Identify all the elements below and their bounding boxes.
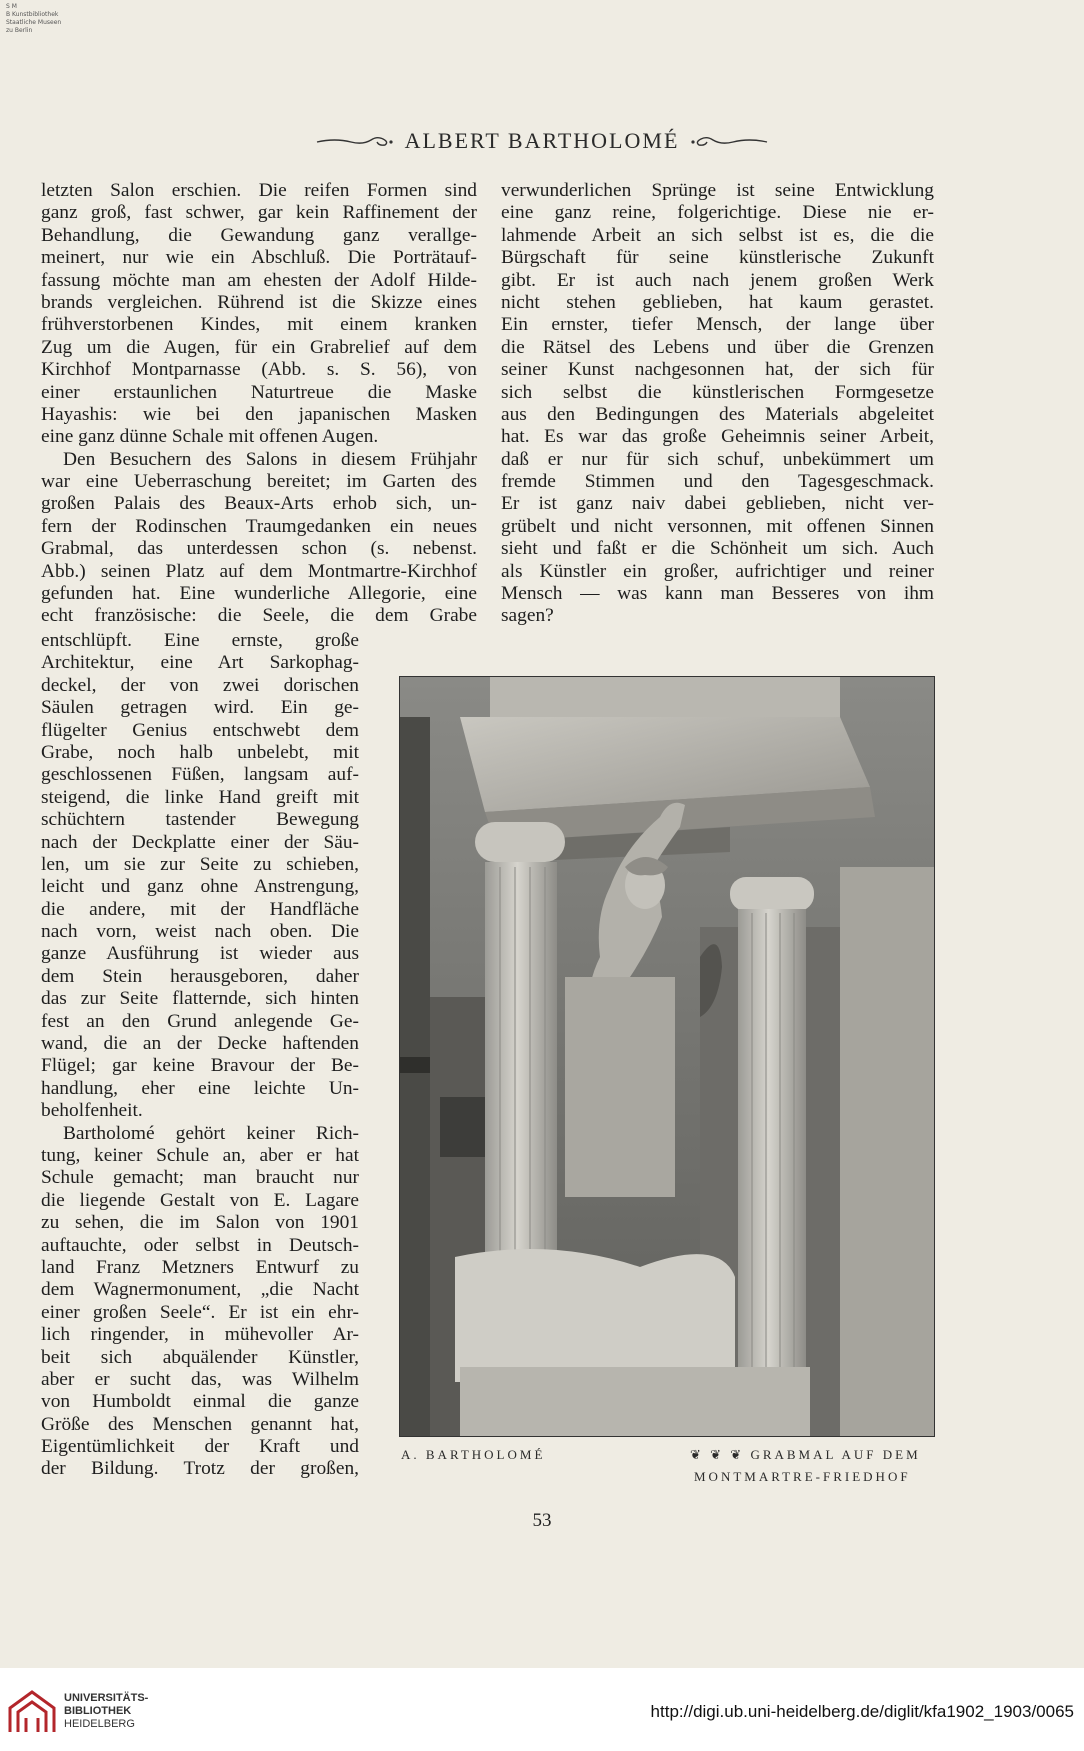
text-line: sich selbst die künstlerischen Formgesetze	[501, 381, 934, 403]
text-line: fremde Stimmen und den Tagesgeschmack.	[501, 471, 934, 493]
text-line: fern der Rodinschen Traumgedanken ein neues	[41, 515, 477, 537]
library-name	[64, 1692, 148, 1731]
text-line: der Bildung. Trotz der großen,	[41, 1458, 359, 1480]
text-line: brands vergleichen. Rührend ist die Skizze eines	[41, 291, 477, 313]
page-number: 53	[532, 1510, 552, 1531]
text-line: geschlossenen Füßen, langsam auf-	[41, 764, 359, 786]
text-line: schüchtern tastender Bewegung	[41, 809, 359, 831]
text-line: Architektur, eine Art Sarkophag-	[41, 652, 359, 674]
text-line: dem Wagnermonument, „die Nacht	[41, 1279, 359, 1301]
text-line: Eigentümlichkeit der Kraft und	[41, 1436, 359, 1458]
text-line: tung, keiner Schule an, aber er hat	[41, 1144, 359, 1166]
text-line: Hayashis: wie bei den japanischen Masken	[41, 403, 477, 425]
text-line: aus den Bedingungen des Materials abgeleitet	[501, 403, 934, 425]
text-line: die Rätsel des Lebens und über die Grenzen	[501, 336, 934, 358]
text-line: Zug um die Augen, für ein Grabrelief auf dem	[41, 336, 477, 358]
text-line: leicht und ganz ohne Anstrengung,	[41, 876, 359, 898]
left-narrow-column-text	[41, 630, 359, 1481]
footer-bar	[0, 1668, 1084, 1751]
text-line: ganze Ausführung ist wieder aus	[41, 943, 359, 965]
left-column-text	[41, 180, 477, 628]
text-line: daß er nur für sich schuf, unbekümmert um	[501, 448, 934, 470]
text-line: deckel, der von zwei dorischen	[41, 674, 359, 696]
text-line: zu sehen, die im Salon von 1901	[41, 1212, 359, 1234]
caption-artist: A. BARTHOLOMÉ	[401, 1447, 546, 1462]
text-line: nach vorn, weist nach oben. Die	[41, 921, 359, 943]
text-line: gefunden hat. Eine wunderliche Allegorie, eine	[41, 583, 477, 605]
stamp-line: Staatliche Museen	[6, 19, 62, 26]
text-line: echt französische: die Seele, die dem Grabe	[41, 605, 477, 627]
library-name-line: BIBLIOTHEK	[64, 1705, 132, 1717]
text-line: Größe des Menschen genannt hat,	[41, 1413, 359, 1435]
text-line: seiner Kunst nachgesonnen hat, der sich für	[501, 359, 934, 381]
text-line: dem Stein herausgeboren, daher	[41, 965, 359, 987]
running-head	[0, 126, 1084, 156]
text-line: eine ganz dünne Schale mit offenen Augen.	[41, 426, 379, 448]
text-line: war eine Ueberraschung bereitet; im Garten des	[41, 471, 477, 493]
text-line: beit sich abquälender Künstler,	[41, 1346, 359, 1368]
caption-title-line1-text: GRABMAL AUF DEM	[750, 1447, 921, 1462]
text-line: lich ringender, in mühevoller Ar-	[41, 1324, 359, 1346]
text-line: Grabe, noch halb unbelebt, mit	[41, 741, 359, 763]
caption-ornament: ❦ ❦ ❦	[690, 1447, 745, 1462]
right-flourish-icon	[689, 133, 769, 149]
text-line: wand, die an der Decke haftenden	[41, 1033, 359, 1055]
university-library-logo-icon	[6, 1688, 58, 1738]
caption-title-line2: MONTMARTRE-FRIEDHOF	[694, 1469, 911, 1484]
text-line: meinert, nur wie ein Abschluß. Die Porträtauf-	[41, 247, 477, 269]
text-line: Flügel; gar keine Bravour der Be-	[41, 1055, 359, 1077]
text-line: aber er sucht das, was Wilhelm	[41, 1368, 359, 1390]
text-line: einer erstaunlichen Naturtreue die Maske	[41, 381, 477, 403]
text-line: verwunderlichen Sprünge ist seine Entwicklung	[501, 180, 934, 201]
right-column-text	[501, 180, 934, 628]
text-line: sieht und faßt er die Schönheit um sich. Auch	[501, 538, 934, 560]
text-line: fassung möchte man am ehesten der Adolf Hilde-	[41, 269, 477, 291]
text-line: Behandlung, die Gewandung ganz verallge-	[41, 224, 477, 246]
text-line: fest an den Grund anlegende Ge-	[41, 1010, 359, 1032]
text-line: Er ist ganz naiv dabei geblieben, nicht ver-	[501, 493, 934, 515]
library-name-line: HEIDELBERG	[64, 1718, 135, 1730]
text-line: Schule gemacht; man braucht nur	[41, 1167, 359, 1189]
text-line: als Künstler ein großer, aufrichtiger und reiner	[501, 560, 934, 582]
text-line: frühverstorbenen Kindes, mit einem kranken	[41, 314, 477, 336]
text-line: Den Besuchern des Salons in diesem Frühjahr	[63, 448, 477, 470]
text-line: Kirchhof Montparnasse (Abb. s. S. 56), von	[41, 359, 477, 381]
text-line: die liegende Gestalt von E. Lagare	[41, 1189, 359, 1211]
running-head-title: ALBERT BARTHOLOMÉ	[404, 128, 680, 153]
tomb-sculpture-illustration	[400, 677, 934, 1436]
text-line: Mensch — was kann man Besseres von ihm	[501, 583, 934, 605]
text-line: ganz groß, fast schwer, gar kein Raffinement der	[41, 202, 477, 224]
text-line: letzten Salon erschien. Die reifen Formen sind	[41, 180, 477, 201]
text-line: Abb.) seinen Platz auf dem Montmartre-Kirchhof	[41, 560, 477, 582]
stamp-line: S M	[6, 3, 17, 10]
text-line: von Humboldt einmal die ganze	[41, 1391, 359, 1413]
text-line: grübelt und nicht versonnen, mit offenen Sinnen	[501, 515, 934, 537]
text-line: die andere, mit der Handfläche	[41, 898, 359, 920]
text-line: auftauchte, oder selbst in Deutsch-	[41, 1234, 359, 1256]
text-line: hat. Es war das große Geheimnis seiner Arbeit,	[501, 426, 934, 448]
text-line: len, um sie zur Seite zu schieben,	[41, 853, 359, 875]
stamp-line: B Kunstbibliothek	[6, 11, 59, 18]
text-line: einer großen Seele“. Er ist ein ehr-	[41, 1301, 359, 1323]
tomb-photograph	[399, 676, 935, 1437]
text-line: sagen?	[501, 605, 554, 627]
caption-title-line1	[690, 1447, 921, 1463]
left-flourish-icon	[315, 133, 395, 149]
text-line: nicht stehen geblieben, hat kaum gerastet.	[501, 291, 934, 313]
text-line: Bürgschaft für seine künstlerische Zukunft	[501, 247, 934, 269]
text-line: steigend, die linke Hand greift mit	[41, 786, 359, 808]
text-line: großen Palais des Beaux-Arts erhob sich, un-	[41, 493, 477, 515]
text-line: handlung, eher eine leichte Un-	[41, 1077, 359, 1099]
text-line: das zur Seite flatternde, sich hinten	[41, 988, 359, 1010]
text-line: Säulen getragen wird. Ein ge-	[41, 697, 359, 719]
stamp-line: zu Berlin	[6, 27, 33, 34]
text-line: entschlüpft. Eine ernste, große	[41, 630, 359, 651]
text-line: Bartholomé gehört keiner Rich-	[63, 1122, 359, 1144]
library-stamp	[6, 3, 126, 35]
text-line: flügelter Genius entschwebt dem	[41, 719, 359, 741]
text-line: Ein ernster, tiefer Mensch, der lange über	[501, 314, 934, 336]
text-line: eine ganz reine, folgerichtige. Diese nie er-	[501, 202, 934, 224]
text-line: nach der Deckplatte einer der Säu-	[41, 831, 359, 853]
text-line: lahmende Arbeit an sich selbst ist es, die die	[501, 224, 934, 246]
text-line: land Franz Metzners Entwurf zu	[41, 1256, 359, 1278]
library-name-line: UNIVERSITÄTS-	[64, 1692, 149, 1704]
text-line: gibt. Er ist auch nach jenem großen Werk	[501, 269, 934, 291]
text-line: beholfenheit.	[41, 1100, 143, 1122]
permalink-url[interactable]: http://digi.ub.uni-heidelberg.de/diglit/kfa1902_1903/0065	[650, 1702, 1074, 1721]
text-line: Grabmal, das unterdessen schon (s. nebenst.	[41, 538, 477, 560]
